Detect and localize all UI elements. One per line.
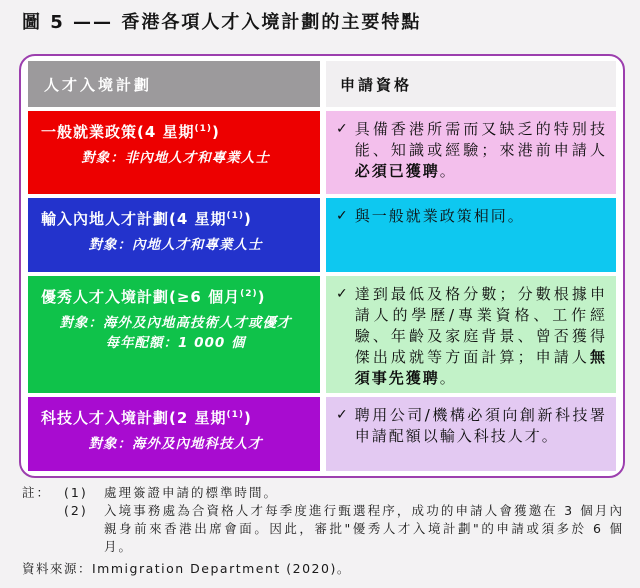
header-plan-column bbox=[28, 61, 320, 107]
figure-title: 圖 5 —— 香港各項人才入境計劃的主要特點 bbox=[22, 12, 422, 33]
eligibility-text-end: 。 bbox=[439, 162, 457, 180]
plan-name-close: ) bbox=[244, 210, 252, 228]
note-number: (1) bbox=[64, 485, 88, 500]
header-plan-label: 人才入境計劃 bbox=[44, 75, 153, 94]
eligibility-text bbox=[355, 206, 607, 227]
check-icon: ✓ bbox=[336, 407, 348, 423]
source-line: 資料來源：Immigration Department (2020)。 bbox=[22, 560, 351, 576]
note-2 bbox=[22, 502, 624, 556]
footnote-superscript: (1) bbox=[194, 124, 213, 134]
plan-name bbox=[41, 122, 310, 142]
talent-schemes-table bbox=[19, 54, 625, 478]
plan-name-close: ) bbox=[212, 123, 220, 141]
notes-section bbox=[22, 484, 624, 578]
eligibility-cell-quality-migrant bbox=[326, 276, 616, 393]
plan-cell-technology-talent bbox=[28, 397, 320, 471]
header-eligibility-label: 申請資格 bbox=[340, 75, 413, 94]
plan-target: 對象：內地人才和專業人士 bbox=[88, 237, 263, 254]
plan-name bbox=[41, 209, 310, 229]
plan-name-close: ) bbox=[257, 288, 266, 306]
check-icon: ✓ bbox=[336, 286, 348, 302]
check-icon: ✓ bbox=[336, 208, 348, 224]
note-1 bbox=[22, 484, 624, 502]
plan-name-text: 一般就業政策(4 星期 bbox=[41, 123, 195, 141]
footnote-superscript: (1) bbox=[226, 211, 245, 221]
plan-target: 對象：海外及內地高技術人才或優才 bbox=[59, 315, 292, 332]
plan-cell-quality-migrant bbox=[28, 276, 320, 393]
eligibility-cell-technology-talent bbox=[326, 397, 616, 471]
plan-target: 對象：非內地人才和專業人士 bbox=[81, 150, 270, 167]
plan-name-text: 優秀人才入境計劃(≥6 個月 bbox=[41, 288, 241, 306]
eligibility-text bbox=[355, 119, 607, 182]
eligibility-text-normal: 具備香港所需而又缺乏的特別技能、知識或經驗；來港前申請人 bbox=[354, 120, 607, 159]
plan-name-text: 輸入內地人才計劃(4 星期 bbox=[41, 210, 227, 228]
eligibility-cell-general-employment bbox=[326, 111, 616, 194]
eligibility-text-bold: 無須事先獲聘 bbox=[354, 348, 607, 387]
footnote-superscript: (2) bbox=[240, 289, 258, 299]
plan-name bbox=[41, 287, 310, 307]
header-eligibility-column bbox=[326, 61, 616, 107]
eligibility-text-normal: 達到最低及格分數；分數根據申請人的學歷/專業資格、工作經驗、年齡及家庭背景、曾否獲得傑出成就等方面計算；申請人 bbox=[354, 285, 607, 366]
eligibility-text bbox=[355, 405, 607, 447]
note-number: (2) bbox=[64, 503, 88, 519]
note-text: 入境事務處為合資格人才每季度進行甄選程序，成功的申請人會獲邀在 3 個月內親身前來香港出席會面。因此，審批"優秀人才入境計劃"的申請或須多於 6 個月。 bbox=[104, 503, 624, 555]
footnote-superscript: (1) bbox=[226, 410, 245, 420]
plan-cell-mainland-talents bbox=[28, 198, 320, 272]
note-text: 處理簽證申請的標準時間。 bbox=[104, 485, 279, 500]
plan-quota: 每年配額：1 000 個 bbox=[105, 335, 246, 352]
eligibility-cell-mainland-talents bbox=[326, 198, 616, 272]
eligibility-text-bold: 必須已獲聘 bbox=[354, 162, 440, 180]
eligibility-text-end: 。 bbox=[439, 369, 457, 387]
eligibility-text-normal: 聘用公司/機構必須向創新科技署申請配額以輸入科技人才。 bbox=[354, 406, 607, 445]
notes-label: 註： bbox=[22, 485, 52, 500]
plan-name-text: 科技人才入境計劃(2 星期 bbox=[41, 409, 227, 427]
eligibility-text bbox=[355, 284, 607, 389]
plan-name-close: ) bbox=[244, 409, 252, 427]
plan-name bbox=[41, 408, 310, 428]
plan-cell-general-employment bbox=[28, 111, 320, 194]
plan-target: 對象：海外及內地科技人才 bbox=[88, 436, 263, 453]
check-icon: ✓ bbox=[336, 121, 348, 137]
eligibility-text-normal: 與一般就業政策相同。 bbox=[354, 207, 525, 225]
